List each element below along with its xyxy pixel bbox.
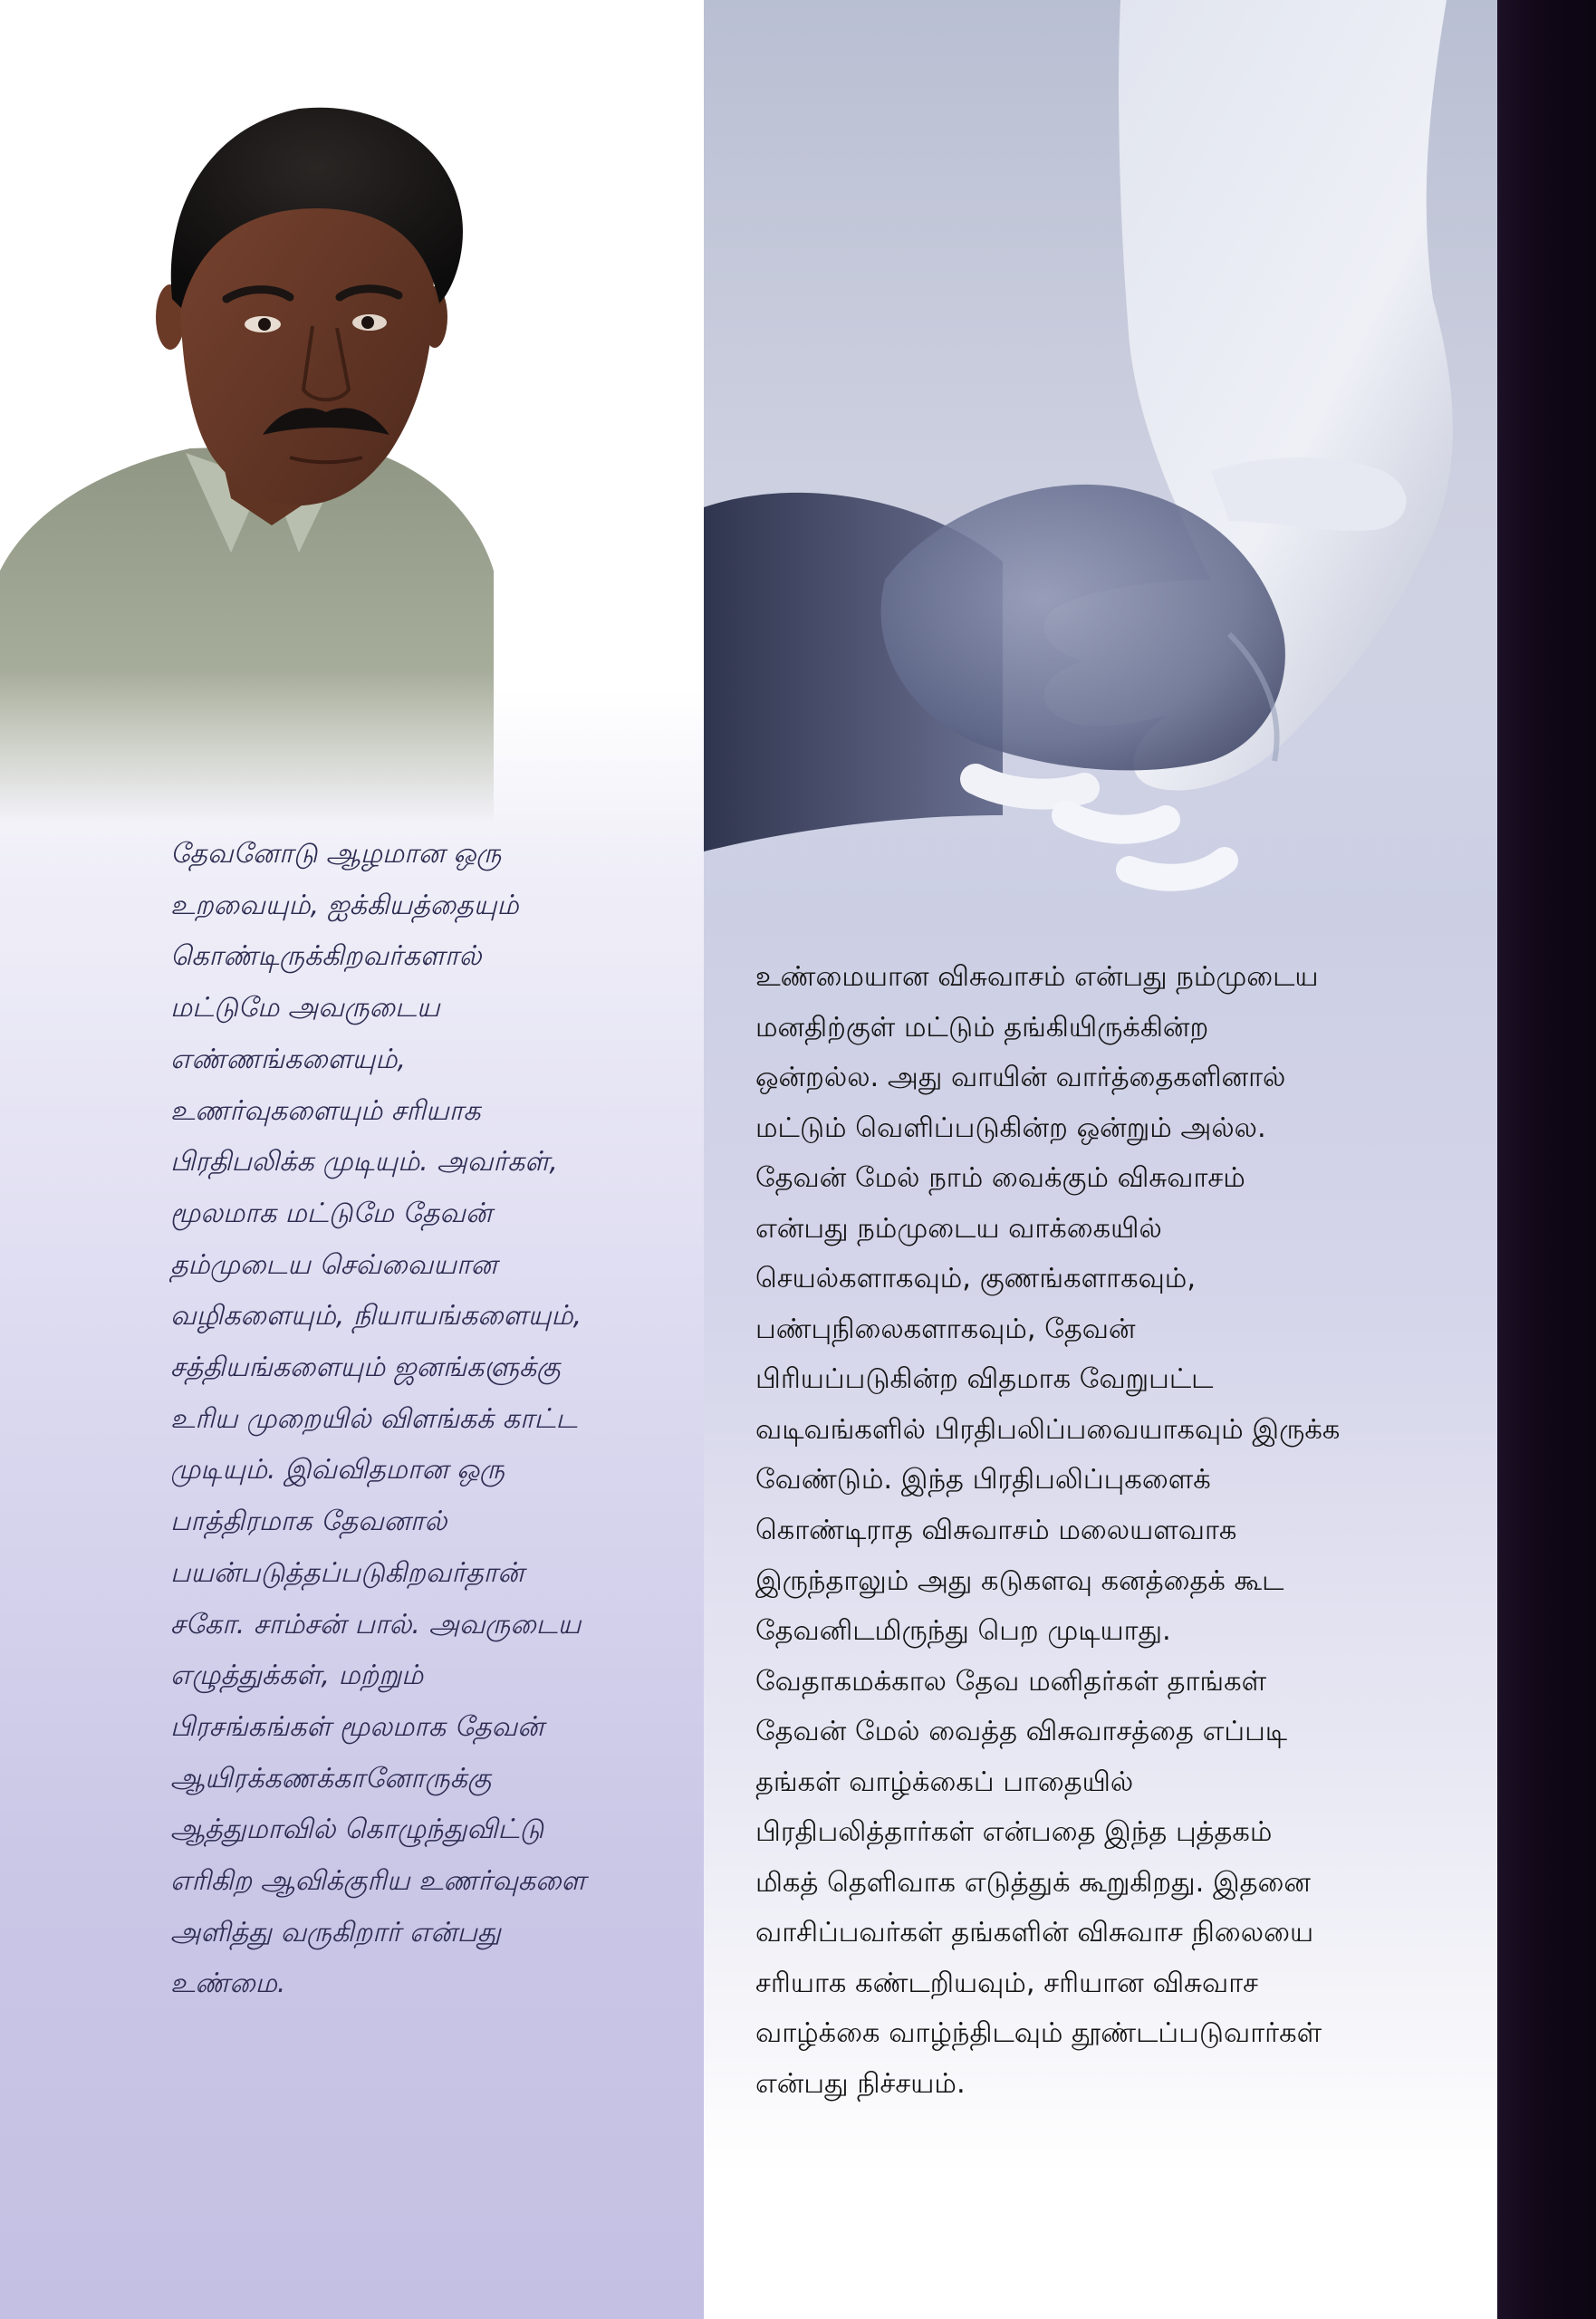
- dark-side-strip: [1497, 0, 1596, 2319]
- left-panel: [0, 0, 704, 2319]
- right-panel: [704, 0, 1497, 2319]
- right-paragraph: உண்மையான விசுவாசம் என்பது நம்முடைய மனதிற்குள் மட்டும் தங்கியிருக்கின்ற ஒன்றல்ல. அது வாயின் வார்த்தைகளினால் மட்டும் வெளிப்படுகின்ற ஒன்றும் அல்ல. தேவன் மேல் நாம் வைக்கும் விசுவாசம் என்பது நம்முடைய வாக்கையில் செயல்களாகவும், குணங்களாகவும், பண்புநிலைகளாகவும், தேவன் பிரியப்படுகின்ற விதமாக வேறுபட்ட வடிவங்களில் பிரதிபலிப்பவையாகவும் இருக்க வேண்டும். இந்த பிரதிபலிப்புகளைக் கொண்டிராத விசுவாசம் மலையளவாக இருந்தாலும் அது கடுகளவு கனத்தைக் கூட தேவனிடமிருந்து பெற முடியாது. வேதாகமக்கால தேவ மனிதர்கள் தாங்கள் தேவன் மேல் வைத்த விசுவாசத்தை எப்படி தங்கள் வாழ்க்கைப் பாதையில் பிரதிபலித்தார்கள் என்பதை இந்த புத்தகம் மிகத் தெளிவாக எடுத்துக் கூறுகிறது. இதனை வாசிப்பவர்கள் தங்களின் விசுவாச நிலையை சரியாக கண்டறியவும், சரியான விசுவாச வாழ்க்கை வாழ்ந்திடவும் தூண்டப்படுவார்கள் என்பது நிச்சயம்.: [755, 961, 1341, 2101]
- portrait-photo: [0, 100, 507, 824]
- left-paragraph: தேவனோடு ஆழமான ஒரு உறவையும், ஐக்கியத்தையும் கொண்டிருக்கிறவர்களால் மட்டுமே அவருடைய எண்ணங்களையும், உணர்வுகளையும் சரியாக பிரதிபலிக்க முடியும். அவர்கள், மூலமாக மட்டுமே தேவன் தம்முடைய செவ்வையான வழிகளையும், நியாயங்களையும், சத்தியங்களையும் ஜனங்களுக்கு உரிய முறையில் விளங்கக் காட்ட முடியும். இவ்விதமான ஒரு பாத்திரமாக தேவனால் பயன்படுத்தப்படுகிறவர்தான் சகோ. சாம்சன் பால். அவருடைய எழுத்துக்கள், மற்றும் பிரசங்கங்கள் மூலமாக தேவன் ஆயிரக்கணக்கானோருக்கு ஆத்துமாவில் கொழுந்துவிட்டு எரிகிற ஆவிக்குரிய உணர்வுகளை அளித்து வருகிறார் என்பது உண்மை.: [170, 838, 586, 2000]
- holding-hands-photo: [704, 0, 1497, 960]
